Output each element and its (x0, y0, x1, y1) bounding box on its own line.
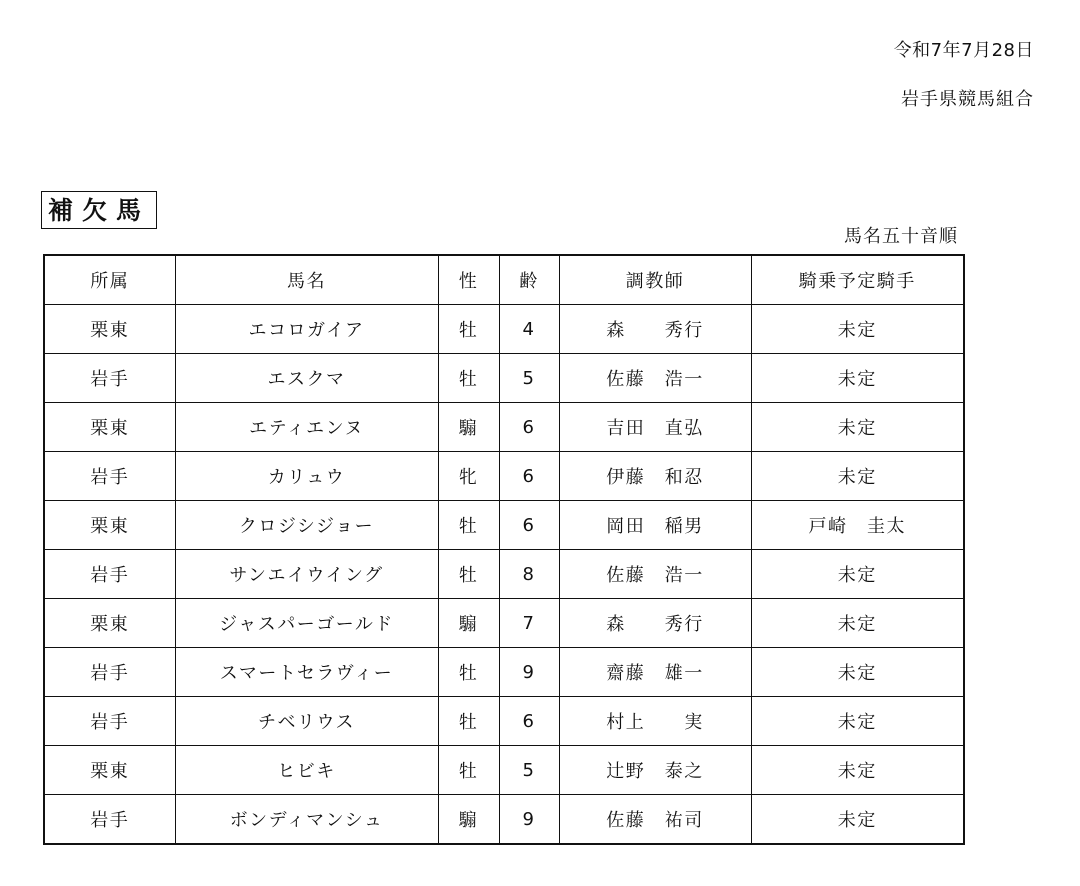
cell-age: 5 (499, 354, 559, 403)
organization-name: 岩手県競馬組合 (901, 89, 1034, 110)
cell-horse-name: カリュウ (175, 452, 438, 501)
cell-trainer: 佐藤 祐司 (559, 795, 751, 845)
table-row (44, 795, 964, 845)
column-header-sex: 性 (438, 255, 499, 305)
table-row (44, 403, 964, 452)
cell-horse-name: チベリウス (175, 697, 438, 746)
cell-sex: 牡 (438, 648, 499, 697)
cell-trainer: 吉田 直弘 (559, 403, 751, 452)
cell-affiliation: 栗東 (44, 403, 175, 452)
column-header-trainer: 調教師 (559, 255, 751, 305)
cell-sex: 牡 (438, 354, 499, 403)
cell-sex: 牡 (438, 501, 499, 550)
cell-jockey: 未定 (751, 795, 964, 845)
cell-trainer: 齋藤 雄一 (559, 648, 751, 697)
table-row (44, 550, 964, 599)
cell-jockey: 未定 (751, 697, 964, 746)
table-row (44, 599, 964, 648)
cell-horse-name: サンエイウイング (175, 550, 438, 599)
reserve-horses-table (43, 254, 965, 845)
table-row (44, 697, 964, 746)
cell-sex: 牡 (438, 550, 499, 599)
table-row (44, 452, 964, 501)
cell-trainer: 佐藤 浩一 (559, 354, 751, 403)
cell-sex: 騸 (438, 599, 499, 648)
document-date: 令和7年7月28日 (893, 40, 1034, 61)
cell-jockey: 未定 (751, 305, 964, 354)
cell-affiliation: 栗東 (44, 501, 175, 550)
cell-age: 6 (499, 697, 559, 746)
cell-jockey: 未定 (751, 648, 964, 697)
cell-affiliation: 岩手 (44, 795, 175, 845)
cell-affiliation: 栗東 (44, 305, 175, 354)
cell-horse-name: スマートセラヴィー (175, 648, 438, 697)
cell-trainer: 辻野 泰之 (559, 746, 751, 795)
table-row (44, 305, 964, 354)
column-header-horse-name: 馬名 (175, 255, 438, 305)
cell-age: 6 (499, 403, 559, 452)
cell-trainer: 村上 実 (559, 697, 751, 746)
cell-jockey: 未定 (751, 354, 964, 403)
cell-age: 8 (499, 550, 559, 599)
cell-horse-name: クロジシジョー (175, 501, 438, 550)
cell-horse-name: ボンディマンシュ (175, 795, 438, 845)
cell-jockey: 未定 (751, 746, 964, 795)
cell-age: 6 (499, 452, 559, 501)
cell-horse-name: エスクマ (175, 354, 438, 403)
cell-age: 6 (499, 501, 559, 550)
cell-trainer: 森 秀行 (559, 599, 751, 648)
cell-affiliation: 岩手 (44, 648, 175, 697)
cell-affiliation: 岩手 (44, 452, 175, 501)
cell-sex: 騸 (438, 403, 499, 452)
cell-sex: 騸 (438, 795, 499, 845)
cell-jockey: 未定 (751, 599, 964, 648)
cell-age: 4 (499, 305, 559, 354)
cell-trainer: 岡田 稲男 (559, 501, 751, 550)
table-header-row (44, 255, 964, 305)
cell-jockey: 未定 (751, 452, 964, 501)
cell-jockey: 戸崎 圭太 (751, 501, 964, 550)
cell-trainer: 伊藤 和忍 (559, 452, 751, 501)
cell-age: 9 (499, 795, 559, 845)
cell-trainer: 佐藤 浩一 (559, 550, 751, 599)
table-row (44, 746, 964, 795)
cell-trainer: 森 秀行 (559, 305, 751, 354)
cell-age: 9 (499, 648, 559, 697)
cell-horse-name: エコロガイア (175, 305, 438, 354)
cell-sex: 牝 (438, 452, 499, 501)
cell-sex: 牡 (438, 746, 499, 795)
section-title: 補欠馬 (41, 191, 157, 229)
table-row (44, 354, 964, 403)
cell-age: 5 (499, 746, 559, 795)
cell-sex: 牡 (438, 305, 499, 354)
cell-horse-name: ヒビキ (175, 746, 438, 795)
cell-affiliation: 岩手 (44, 354, 175, 403)
cell-jockey: 未定 (751, 550, 964, 599)
cell-affiliation: 栗東 (44, 746, 175, 795)
column-header-affiliation: 所属 (44, 255, 175, 305)
cell-sex: 牡 (438, 697, 499, 746)
cell-affiliation: 栗東 (44, 599, 175, 648)
cell-age: 7 (499, 599, 559, 648)
column-header-jockey: 騎乗予定騎手 (751, 255, 964, 305)
cell-affiliation: 岩手 (44, 697, 175, 746)
column-header-age: 齢 (499, 255, 559, 305)
cell-horse-name: ジャスパーゴールド (175, 599, 438, 648)
cell-affiliation: 岩手 (44, 550, 175, 599)
cell-horse-name: エティエンヌ (175, 403, 438, 452)
cell-jockey: 未定 (751, 403, 964, 452)
table-row (44, 648, 964, 697)
table-row (44, 501, 964, 550)
sort-order-note: 馬名五十音順 (844, 226, 958, 247)
